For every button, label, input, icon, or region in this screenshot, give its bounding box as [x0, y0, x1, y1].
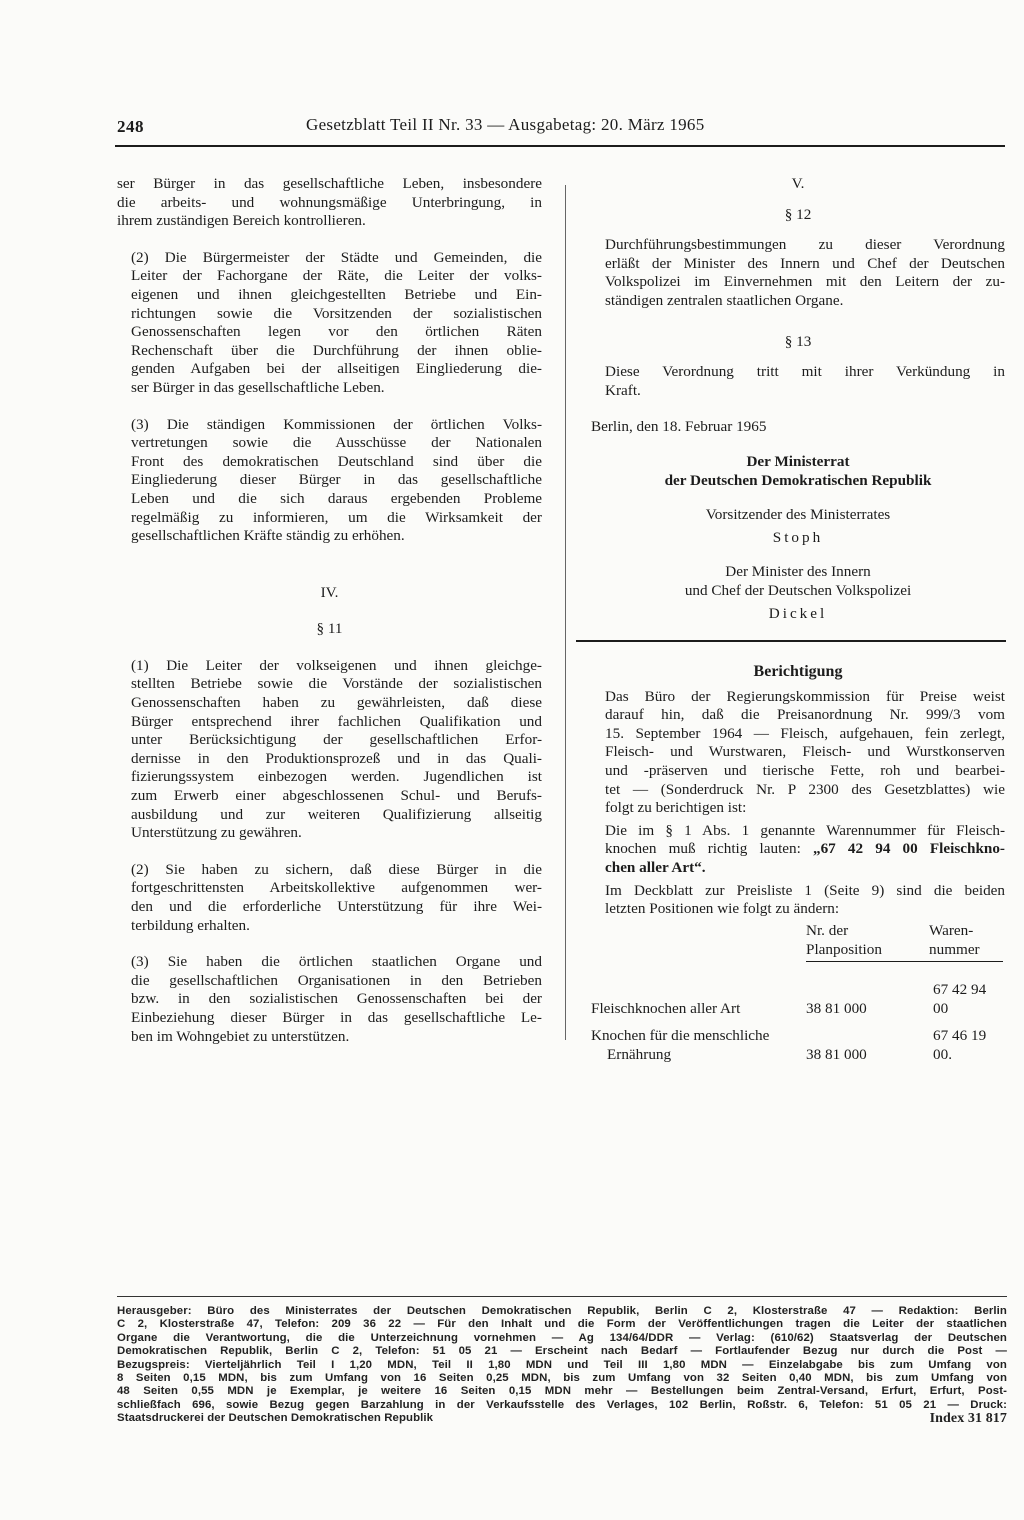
text-line: (3) Sie haben die örtlichen staatlichen Organe und: [131, 953, 542, 971]
text-line: dernisse in den Produktionsprozeß und in das Quali-: [131, 749, 542, 767]
paragraph: [591, 822, 1005, 878]
text-line: und -präserven und tierische Fette, roh und bearbei-: [605, 762, 1005, 780]
text-line: Unterstützung zu gewähren.: [131, 824, 302, 842]
text-line: Genossenschaften haben zu gewährleisten, daß diese: [131, 694, 542, 712]
imprint-line: Staatsdruckerei der Deutschen Demokratischen Republik: [117, 1412, 434, 1425]
right-column: [591, 175, 1005, 1064]
column-divider: [565, 185, 566, 1040]
text-line: Im Deckblatt zur Preisliste 1 (Seite 9) sind die beiden: [605, 881, 1005, 899]
text-line: unter Berücksichtigung der gesellschaftlichen Erfor-: [131, 731, 542, 749]
text-line: bzw. in den sozialistischen Genossenschaften bei der: [131, 990, 542, 1008]
text-line: erläßt der Minister des Innern und Chef der Deutschen: [605, 254, 1005, 272]
text-line: die arbeits- und wohnungsmäßige Unterbringung, in: [117, 193, 542, 211]
text-line: terbildung erhalten.: [131, 916, 250, 934]
imprint-line: Organe die Verantwortung, die die Unterzeichnung vornehmen — Ag 134/64/DDR — Verlag: (610/62) Staatsverlag der Deutschen: [117, 1331, 1007, 1344]
header-line: Planposition: [806, 940, 882, 958]
cell-line: Ernährung: [607, 1045, 672, 1063]
text-line: richtungen sowie die Vorsitzenden der sozialistischen: [131, 304, 542, 322]
berichtigung-rule: [576, 640, 1006, 642]
text-line: folgt zu berichtigen ist:: [605, 799, 747, 817]
text-line: ihrem zuständigen Bereich kontrollieren.: [117, 212, 366, 230]
imprint-line: C 2, Klosterstraße 47, Telefon: 209 36 22 — Für den Inhalt und die Form der Veröffentlichungen tragen die Leiter der staatlichen: [117, 1318, 1007, 1331]
text-line: tet — (Sonderdruck Nr. P 2300 des Gesetzblattes) wie: [605, 780, 1005, 798]
table-cell: Fleischknochen aller Art: [591, 999, 741, 1017]
paragraph: [591, 236, 1005, 310]
header-line: nummer: [929, 940, 980, 958]
table-cell: 67 42 94 00: [933, 980, 987, 1017]
text-line: vertretungen sowie die Ausschüsse der Nationalen: [131, 434, 542, 452]
text-line: (2) Die Bürgermeister der Städte und Gemeinden, die: [131, 248, 542, 266]
text-line: Durchführungsbestimmungen zu dieser Verordnung: [605, 236, 1005, 254]
text-line: gesellschaftlichen Kräfte ständig zu erhöhen.: [131, 527, 405, 545]
text-line: Rechenschaft über die Durchführung der ihnen oblie-: [131, 341, 542, 359]
paragraph: [117, 175, 542, 231]
table-header: [806, 921, 921, 962]
table-header-row: [591, 921, 1003, 962]
gazette-title: Gesetzblatt Teil II Nr. 33 — Ausgabetag: 20. März 1965: [306, 115, 705, 134]
imprint-line: Demokratischen Republik, Berlin C 2, Telefon: 51 05 21 — Erscheint nach Bedarf — Fortlaufender Bezug nur durch die Post —: [117, 1345, 1007, 1358]
text-line: eigenen und ihnen gleichgestellten Betriebe und Ein-: [131, 285, 542, 303]
signatory-role: Der Minister des Innern: [725, 563, 871, 581]
imprint-footer: [117, 1305, 1007, 1426]
imprint-line: Bezugspreis: Vierteljährlich Teil I 1,20 MDN, Teil II 1,80 MDN und Teil III 1,80 MDN — Einzelabgabe bis zum Umfang von: [117, 1358, 1007, 1371]
text-line: ausbildung und zur weiteren Qualifizierung allseitig: [131, 805, 542, 823]
text-line: die gesellschaftlichen Organisationen in den Betrieben: [131, 971, 542, 989]
signatory-role: Vorsitzender des Ministerrates: [705, 506, 891, 524]
paragraph: [117, 861, 542, 935]
paragraph: [117, 249, 542, 398]
text-line: ben im Wohngebiet zu unterstützen.: [131, 1027, 350, 1045]
signatory-name: Dickel: [768, 604, 828, 622]
imprint-line: schließfach 696, sowie Bezug gegen Barzahlung in der Verkaufsstelle des Verlages, 102 Berlin, Roßstr. 6, Telefon: 51 05 21 — Druck:: [117, 1398, 1007, 1411]
text-line: Fleisch- und Wurstwaren, Fleisch- und Wurstkonserven: [605, 743, 1005, 761]
text-line: Diese Verordnung tritt mit ihrer Verkündung in: [605, 363, 1005, 381]
text-line: genden Aufgaben bei der allseitigen Eingliederung die-: [131, 360, 542, 378]
text-line: regelmäßig zu informieren, um die Wirksamkeit der: [131, 508, 542, 526]
text-line: Das Büro der Regierungskommission für Preise weist: [605, 687, 1005, 705]
text-line: letzten Positionen wie folgt zu ändern:: [605, 900, 840, 918]
page-number: 248: [117, 117, 144, 136]
date-line: Berlin, den 18. Februar 1965: [591, 418, 767, 436]
text-line: Bürger entsprechend ihrer fachlichen Qualifikation und: [131, 712, 542, 730]
signatory-org: Der Ministerrat: [746, 452, 850, 470]
table-row: [591, 1018, 1003, 1064]
signatory-role: und Chef der Deutschen Volkspolizei: [684, 581, 912, 599]
text-line: Leben und die sich daraus ergebenden Probleme: [131, 489, 542, 507]
cell-line: Knochen für die menschliche: [591, 1026, 770, 1044]
text-line: chen aller Art“.: [605, 859, 706, 877]
text-run: knochen muß richtig lauten:: [605, 840, 813, 858]
text-run: „67 42 94 00 Fleischkno-: [812, 840, 1005, 858]
table-cell: 38 81 000: [806, 1045, 867, 1063]
signatory-org: der Deutschen Demokratischen Republik: [664, 471, 932, 489]
text-line: Leiter der Fachorgane der Räte, die Leiter der volks-: [131, 267, 542, 285]
header-line: Waren-: [929, 921, 974, 939]
imprint-line: 8 Seiten 0,15 MDN, bis zum Umfang von 16 Seiten 0,25 MDN, bis zum Umfang von 32 Seiten 0,40 MDN, bis zum Umfang von: [117, 1372, 1007, 1385]
paragraph: [591, 363, 1005, 400]
signatory-name: Stoph: [772, 528, 824, 546]
text-line: ser Bürger in das gesellschaftliche Leben.: [131, 378, 385, 396]
text-line: ser Bürger in das gesellschaftliche Leben, insbesondere: [117, 175, 542, 192]
text-line: 15. September 1964 — Fleisch, aufgehauen, fein zerlegt,: [605, 724, 1005, 742]
text-line: den und die erforderliche Unterstützung für ihre Wei-: [131, 898, 542, 915]
text-line: darauf hin, daß die Preisanordnung Nr. 999/3 vom: [605, 706, 1005, 724]
paragraph: [591, 882, 1005, 919]
text-line: Volkspolizei im Einvernehmen mit den Leitern der zu-: [605, 273, 1005, 291]
table-rule-row: [591, 961, 1003, 980]
index-number: Index 31 817: [929, 1411, 1007, 1427]
imprint-line: Herausgeber: Büro des Ministerrates der Deutschen Demokratischen Republik, Berlin C 2, Klosterstraße 47 — Redaktion: Berlin: [117, 1305, 1007, 1317]
table-cell: 38 81 000: [806, 999, 867, 1017]
text-line: (3) Die ständigen Kommissionen der örtlichen Volks-: [131, 415, 542, 433]
text-line: Front des demokratischen Deutschland sind über die: [131, 452, 542, 470]
header-rule: [115, 145, 1005, 147]
text-line: stellten Betriebe sowie die Vorstände der sozialistischen: [131, 675, 542, 693]
text-line: [591, 840, 1005, 859]
text-line: Einbeziehung dieser Bürger in das gesellschaftliche Le-: [131, 1008, 542, 1026]
text-line: Die im § 1 Abs. 1 genannte Warennummer für Fleisch-: [605, 821, 1005, 839]
table-header: [921, 921, 1003, 962]
text-line: (1) Die Leiter der volkseigenen und ihnen gleichge-: [131, 656, 542, 674]
text-line: Kraft.: [605, 381, 641, 399]
section-heading-iv: IV.: [320, 583, 339, 601]
table-cell: [591, 1018, 806, 1064]
paragraph: [117, 657, 542, 843]
table-cell: 67 46 19 00.: [933, 1026, 987, 1063]
text-line: fizierungssystem einbezogen werden. Jugendlichen ist: [131, 768, 542, 786]
paragraph: [117, 953, 542, 1046]
text-line: fortgeschrittensten Arbeitskollektive aufgenommen wer-: [131, 879, 542, 897]
paragraph-heading-11: § 11: [316, 620, 343, 638]
paragraph-heading-12: § 12: [784, 205, 812, 223]
header-line: Nr. der: [806, 921, 849, 939]
price-list-table: [591, 921, 1003, 1064]
table-row: [591, 980, 1003, 1018]
left-column: [117, 175, 542, 1046]
berichtigung-heading: Berichtigung: [753, 663, 843, 681]
footer-rule: [117, 1296, 1007, 1297]
text-line: (2) Sie haben zu sichern, daß diese Bürger in die: [131, 860, 542, 878]
section-heading-v: V.: [791, 175, 805, 192]
paragraph: [591, 688, 1005, 818]
text-line: Genossenschaften legen vor den örtlichen Räten: [131, 323, 542, 341]
text-line: zum Erwerb einer abgeschlossenen Schul- und Berufs-: [131, 787, 542, 805]
text-line: Eingliederung dieser Bürger in das gesellschaftliche: [131, 471, 542, 489]
imprint-line: 48 Seiten 0,55 MDN je Exemplar, je weitere 16 Seiten 0,15 MDN mehr — Bestellungen beim Zentral-Versand, Erfurt, Erfurt, Post-: [117, 1385, 1007, 1398]
text-line: ständigen zentralen staatlichen Organe.: [605, 291, 844, 309]
paragraph: [117, 416, 542, 546]
paragraph-heading-13: § 13: [784, 332, 812, 350]
